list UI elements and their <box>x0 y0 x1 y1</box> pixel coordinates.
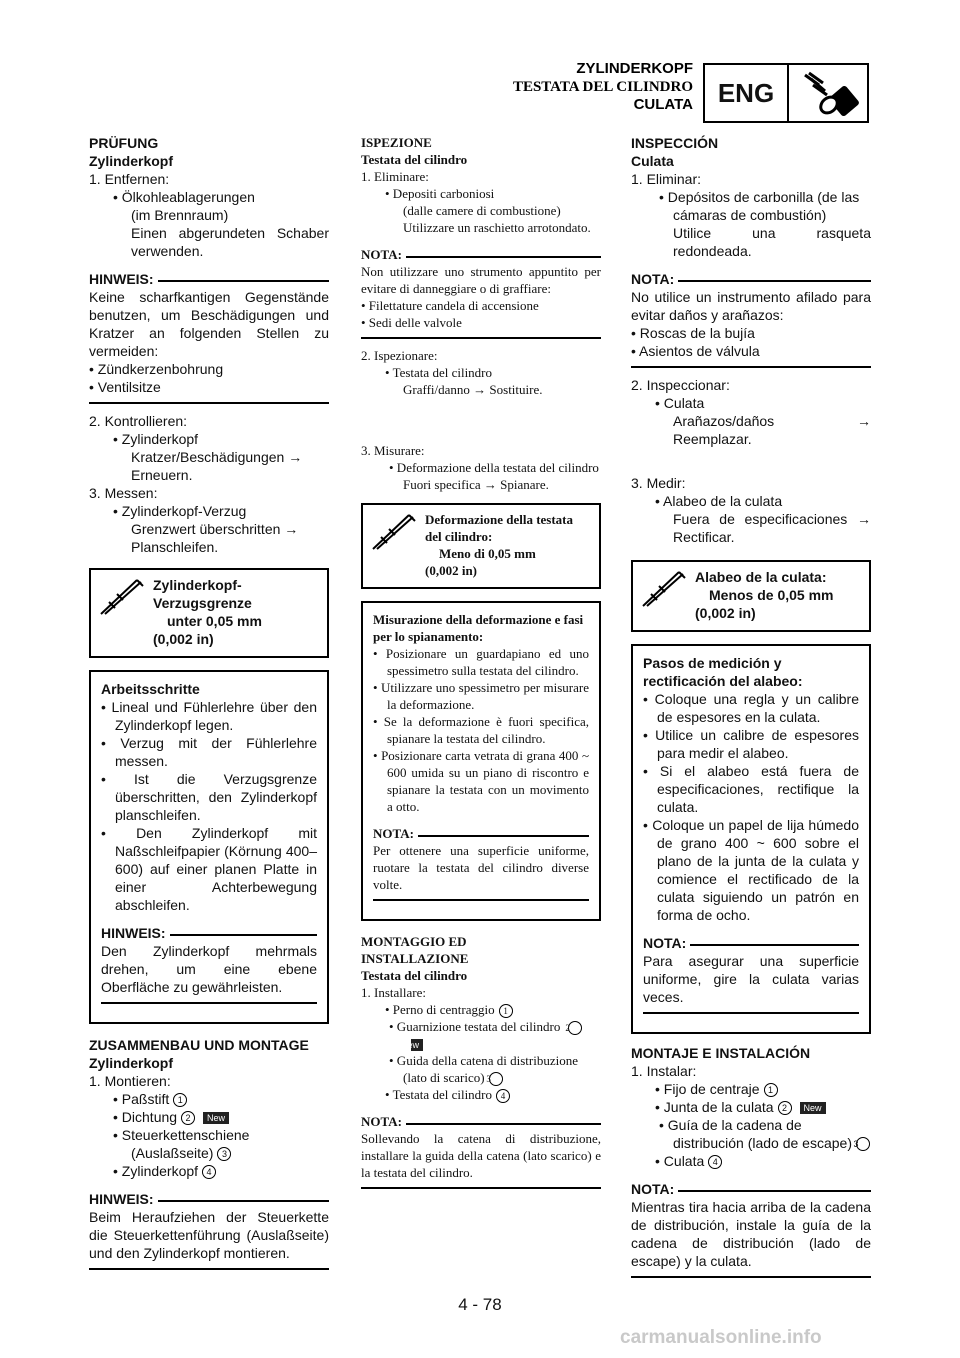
step-2-detail: Erneuern. <box>131 467 193 483</box>
procedure-box <box>89 670 329 1024</box>
step-3-detail: Planschleifen. <box>131 539 219 555</box>
step-3-bullet: • Alabeo de la culata <box>655 493 783 509</box>
callout-number: 1 <box>764 1083 778 1097</box>
watermark: carmanualsonline.info <box>620 1327 822 1348</box>
subsection-heading: Culata <box>631 153 674 169</box>
callout-number: 3 <box>217 1147 231 1161</box>
step-1: 1. Eliminar: <box>631 171 702 187</box>
caliper-icon <box>99 576 145 616</box>
note-text: Mientras tira hacia arriba de la cadena de distribución, instale la guía de la cadena de distribución (lado de escape) y la culata. <box>631 1199 871 1269</box>
procedure-box <box>631 644 871 1034</box>
step-1-detail: (im Brennraum) <box>131 207 229 223</box>
step-2: 2. Inspeccionar: <box>631 377 730 393</box>
step-1-bullet: • Ölkohleablagerungen <box>113 189 255 205</box>
procedure-title: Arbeitsschritte <box>101 681 200 697</box>
note-end-rule <box>361 1187 601 1189</box>
note-text: Non utilizzare uno strumento appuntito per evitare di danneggiare o di graffiare: <box>361 264 601 296</box>
assembly-bullet: • Dichtung 2 New <box>89 1108 329 1126</box>
note-text: Beim Heraufziehen der Steuerkette die Steuerkettenführung (Auslaßseite) und den Zylinderkopf montieren. <box>89 1209 329 1261</box>
note-end-rule <box>631 366 871 368</box>
callout-number: 4 <box>202 1165 216 1179</box>
note-bullet: • Filettature candela di accensione <box>361 298 539 313</box>
note-label: HINWEIS: <box>89 271 154 287</box>
step-2-bullet: • Testata del cilindro <box>385 365 493 380</box>
subsection-heading: Zylinderkopf <box>89 153 174 169</box>
note-label: NOTA: <box>631 271 675 287</box>
subsection-heading: Testata del cilindro <box>361 152 468 167</box>
note-text: No utilice un instrumento afilado para evitar daños y arañazos: <box>631 289 871 323</box>
note-header <box>643 934 859 952</box>
step-3: 3. Misurare: <box>361 443 425 458</box>
note-bullet: • Roscas de la bujía <box>631 325 755 341</box>
procedure-bullet: • Coloque una regla y un calibre de espesores en la culata. <box>643 691 859 725</box>
note-end-rule <box>643 1012 859 1014</box>
header-title-de: ZYLINDERKOPF <box>576 60 693 77</box>
step-2-detail: Arañazos/daños → Reemplazar. <box>673 413 871 447</box>
step-2-bullet: • Zylinderkopf <box>113 431 199 447</box>
step-1-detail: (dalle camere di combustione) <box>403 203 561 218</box>
note-end-rule <box>361 337 601 339</box>
procedure-bullet: • Ist die Verzugsgrenze überschritten, den Zylinderkopf planschleifen. <box>101 771 317 823</box>
language-badge: ENG <box>703 63 789 123</box>
step-3-bullet: • Deformazione della testata del cilindro <box>389 460 599 475</box>
column-german <box>89 134 329 1278</box>
note-header <box>101 924 317 942</box>
section-heading: PRÜFUNG <box>89 135 159 151</box>
procedure-bullet: • Posizionare carta vetrata di grana 400 ~ 600 umida su un piano di riscontro e spianare la testata con un movimento a otto. <box>373 748 589 814</box>
procedure-bullet: • Se la deformazione è fuori specifica, spianare la testata del cilindro. <box>373 714 589 746</box>
step-1-detail: Utilice una rasqueta redondeada. <box>673 225 871 259</box>
assembly-step-1: 1. Montieren: <box>89 1073 171 1089</box>
spec-line: del cilindro: <box>425 529 493 544</box>
assembly-bullet: • Guida della catena di distribuzione (lato di scarico) 3 <box>389 1053 579 1086</box>
step-2-detail: Graffi/danno → Sostituire. <box>403 382 543 397</box>
assembly-bullet: • Culata 4 <box>631 1152 871 1170</box>
callout-number: 3 <box>856 1137 870 1151</box>
note-text: Para asegurar una superficie uniforme, gire la culata varias veces. <box>643 953 859 1005</box>
step-1-bullet: • Depósitos de carbonilla (de las cámaras de combustión) <box>659 189 860 223</box>
wrench-bolt-icon <box>787 63 869 123</box>
assembly-step-1: 1. Installare: <box>361 985 426 1000</box>
section-heading: ZUSAMMENBAU UND MONTAGE <box>89 1037 309 1053</box>
procedure-title: Misurazione della deformazione e fasi per lo spianamento: <box>373 612 584 644</box>
new-part-badge: New <box>203 1112 229 1124</box>
step-2: 2. Ispezionare: <box>361 348 438 363</box>
note-end-rule <box>631 1276 871 1278</box>
header-title-it: TESTATA DEL CILINDRO <box>512 79 693 95</box>
step-1: 1. Eliminare: <box>361 169 429 184</box>
spec-value: (0,002 in) <box>425 563 477 578</box>
section-heading: MONTAGGIO ED INSTALLAZIONE <box>361 934 469 966</box>
step-3-bullet: • Zylinderkopf-Verzug <box>113 503 247 519</box>
assembly-bullet: • Junta de la culata 2 New <box>631 1098 871 1116</box>
step-3: 3. Messen: <box>89 485 158 501</box>
note-text: Sollevando la catena di distribuzione, installare la guida della catena (lato scarico) e la testata del cilindro. <box>361 1131 601 1181</box>
note-label: NOTA: <box>361 247 402 262</box>
spec-line: Verzugsgrenze <box>153 595 252 611</box>
callout-number: 1 <box>499 1004 513 1018</box>
spec-line: Deformazione della testata <box>425 512 574 527</box>
callout-number: 2 <box>778 1101 792 1115</box>
callout-number: 2 <box>181 1111 195 1125</box>
note-header <box>89 1190 329 1208</box>
step-2-detail: Kratzer/Beschädigungen → <box>131 449 303 465</box>
subsection-heading: Testata del cilindro <box>361 968 468 983</box>
assembly-bullet: • Steuerkettenschiene <box>113 1127 250 1143</box>
procedure-bullet: • Coloque un papel de lija húmedo de grano 400 ~ 600 sobre el plano de la junta de la culata y comience el rectificado de la culata siguiendo un patrón en forma de ocho. <box>643 817 859 923</box>
note-bullet: • Sedi delle valvole <box>361 315 462 330</box>
callout-number: 4 <box>496 1089 510 1103</box>
spec-box <box>89 568 329 658</box>
note-label: NOTA: <box>643 935 687 951</box>
callout-number: 1 <box>173 1093 187 1107</box>
procedure-bullet: • Utilizzare uno spessimetro per misurare la deformazione. <box>373 680 589 712</box>
step-3-detail: Fuera de especificaciones → Rectificar. <box>673 511 871 545</box>
assembly-bullet: • Fijo de centraje 1 <box>631 1080 871 1098</box>
section-heading: ISPEZIONE <box>361 135 432 150</box>
spec-value: Menos de 0,05 mm <box>709 587 834 603</box>
caliper-icon <box>641 568 687 608</box>
procedure-title: Pasos de medición y rectificación del alabeo: <box>643 655 803 689</box>
procedure-bullet: • Verzug mit der Fühlerlehre messen. <box>101 735 317 769</box>
assembly-step-1: 1. Instalar: <box>631 1063 697 1079</box>
section-heading: MONTAJE E INSTALACIÓN <box>631 1045 811 1061</box>
spec-line: Zylinderkopf- <box>153 577 242 593</box>
note-header <box>373 825 589 842</box>
assembly-detail: (Auslaßseite) 3 <box>89 1144 329 1162</box>
note-text: Keine scharfkantigen Gegenstände benutzen, um Beschädigungen und Kratzer an folgenden Stellen zu vermeiden: <box>89 289 329 359</box>
step-2: 2. Kontrollieren: <box>89 413 188 429</box>
procedure-box <box>361 601 601 921</box>
note-header <box>631 270 871 288</box>
caliper-icon <box>371 511 417 551</box>
spec-value: unter 0,05 mm <box>167 613 262 629</box>
spec-line: Alabeo de la culata: <box>695 569 827 585</box>
callout-number: 4 <box>708 1155 722 1169</box>
note-header <box>361 246 601 263</box>
callout-number: 3 <box>489 1072 503 1086</box>
note-bullet: • Ventilsitze <box>89 379 161 395</box>
step-1-detail: Utilizzare un raschietto arrotondato. <box>403 220 591 235</box>
note-bullet: • Asientos de válvula <box>631 343 760 359</box>
spec-value: Meno di 0,05 mm <box>439 546 536 561</box>
step-1-detail: Einen abgerundeten Schaber verwenden. <box>131 225 329 259</box>
note-end-rule <box>101 1002 317 1004</box>
note-header <box>631 1180 871 1198</box>
note-label: HINWEIS: <box>101 925 166 941</box>
note-end-rule <box>89 402 329 404</box>
new-part-badge: New <box>411 1039 423 1051</box>
spec-value: (0,002 in) <box>153 631 214 647</box>
spec-value: (0,002 in) <box>695 605 756 621</box>
note-label: NOTA: <box>373 826 414 841</box>
callout-number: 2 <box>568 1021 582 1035</box>
page-number: 4 - 78 <box>458 1295 502 1314</box>
procedure-bullet: • Si el alabeo está fuera de especificaciones, rectifique la culata. <box>643 763 859 815</box>
note-bullet: • Zündkerzenbohrung <box>89 361 224 377</box>
assembly-bullet: • Guarnizione testata del cilindro 2New <box>361 1018 601 1052</box>
procedure-bullet: • Lineal und Fühlerlehre über den Zylinderkopf legen. <box>101 699 317 733</box>
procedure-bullet: • Den Zylinderkopf mit Naßschleifpapier (Körnung 400–600) auf einer planen Platte in einer Achterbewegung abschleifen. <box>101 825 317 913</box>
note-end-rule <box>89 1268 329 1270</box>
note-header <box>89 270 329 288</box>
assembly-bullet: • Testata del cilindro 4 <box>361 1086 601 1103</box>
step-3-detail: Grenzwert überschritten → <box>131 521 299 537</box>
subsection-heading: Zylinderkopf <box>89 1055 174 1071</box>
assembly-bullet: • Perno di centraggio 1 <box>361 1001 601 1018</box>
column-italian <box>361 134 601 1197</box>
note-text: Den Zylinderkopf mehrmals drehen, um eine ebene Oberfläche zu gewährleisten. <box>101 943 317 995</box>
procedure-bullet: • Utilice un calibre de espesores para medir el alabeo. <box>643 727 859 761</box>
note-header <box>361 1113 601 1130</box>
note-label: NOTA: <box>631 1181 675 1197</box>
column-spanish <box>631 134 871 1286</box>
assembly-bullet: • Paßstift 1 <box>89 1090 329 1108</box>
step-1: 1. Entfernen: <box>89 171 170 187</box>
header-title-es: CULATA <box>633 96 693 113</box>
step-1-bullet: • Depositi carboniosi <box>385 186 495 201</box>
spec-box <box>631 560 871 632</box>
step-3: 3. Medir: <box>631 475 686 491</box>
note-end-rule <box>373 899 589 901</box>
step-3-detail: Fuori specifica → Spianare. <box>403 477 549 492</box>
note-text: Per ottenere una superficie uniforme, ruotare la testata del cilindro diverse volte. <box>373 843 589 892</box>
assembly-bullet: • Guía de la cadena de distribución (lado de escape)3 <box>631 1116 871 1152</box>
spec-box <box>361 503 601 589</box>
procedure-bullet: • Posizionare un guardapiano ed uno spessimetro sulla testata del cilindro. <box>373 646 589 678</box>
section-heading: INSPECCIÓN <box>631 135 719 151</box>
step-2-bullet: • Culata <box>655 395 705 411</box>
note-label: NOTA: <box>361 1114 402 1130</box>
assembly-bullet: • Zylinderkopf 4 <box>89 1162 329 1180</box>
new-part-badge: New <box>800 1102 826 1114</box>
header-titles <box>513 60 693 114</box>
note-label: HINWEIS: <box>89 1191 154 1207</box>
